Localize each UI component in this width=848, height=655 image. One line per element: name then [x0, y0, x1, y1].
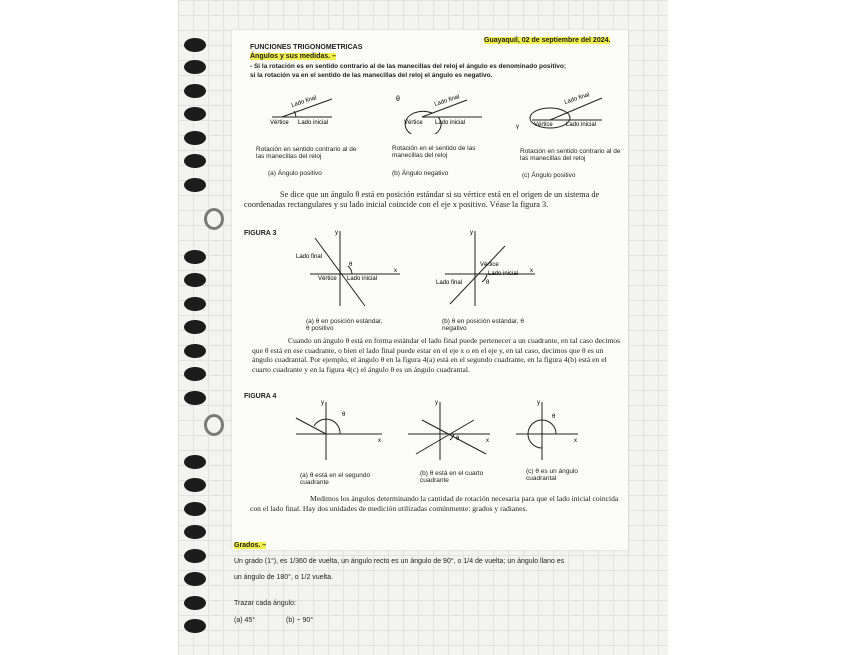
spiral-ring	[184, 154, 206, 168]
figura3-caption: (b) θ en posición estándar, θ negativo	[442, 318, 525, 332]
spiral-ring	[184, 84, 206, 98]
figura4-caption: (a) θ está en el segundo cuadrante	[300, 472, 371, 486]
figura4-caption: (b) θ está en el cuarto cuadrante	[420, 470, 484, 484]
spiral-ring	[184, 344, 206, 358]
lado-inicial-label: Lado inicial	[566, 122, 597, 128]
intro-line: si la rotación va en el sentido de las manecillas del reloj el ángulo es negativo.	[250, 72, 493, 79]
theta-label: θ	[456, 436, 460, 442]
rotation-caption: Rotación en sentido contrario al de las manecillas del reloj	[256, 146, 357, 160]
standard-position-paragraph: Se dice que un ángulo θ está en posición estándar si su vértice está en el origen de un sistema de coordenadas rectangulares y su lado inicial coincide con el eje x positivo. Véase la figura 3.	[244, 190, 600, 209]
spiral-ring	[184, 178, 206, 192]
punch-hole	[204, 414, 224, 436]
lado-inicial-label: Lado inicial	[488, 271, 519, 277]
vertice-label: Vértice	[270, 120, 289, 126]
quadrant-paragraph: Cuando un ángulo θ está en forma estándar el lado final puede pertenecer a un cuadrante, en tal caso decimos que θ está en ese cuadrante, o bien el lado final puede estar en el eje x o en el eje y, en tal caso, decimos que θ es un ángulo cuadrantal. Por ejemplo, el ángulo θ en la figura 4(a) está en el segundo cuadrante, en la figura 4(b) está en el cuarto cuadrante y en la figura 4(c) el ángulo θ es un ángulo cuadrantal.	[252, 336, 621, 374]
spiral-ring	[184, 502, 206, 516]
spiral-ring	[184, 549, 206, 563]
y-axis-label: y	[321, 400, 324, 406]
vertice-label: Vértice	[404, 120, 423, 126]
x-axis-label: x	[530, 268, 533, 274]
punch-hole	[204, 208, 224, 230]
figura3-caption: (a) θ en posición estándar, θ positivo	[306, 318, 383, 332]
x-axis-label: x	[394, 268, 397, 274]
grados-heading: Grados. –	[234, 542, 267, 549]
lado-final-label: Lado final	[563, 92, 591, 106]
y-axis-label: y	[470, 230, 473, 236]
spiral-ring	[184, 60, 206, 74]
vertice-label: Vértice	[480, 262, 499, 268]
x-axis-label: x	[486, 438, 489, 444]
figura4-label: FIGURA 4	[244, 393, 277, 400]
theta-label: θ	[486, 280, 490, 286]
vertice-label: Vértice	[534, 122, 553, 128]
lado-inicial-label: Lado inicial	[298, 120, 329, 126]
gamma-label: γ	[516, 124, 519, 130]
spiral-ring	[184, 455, 206, 469]
theta-label: θ	[342, 412, 346, 418]
y-axis-label: y	[537, 400, 540, 406]
figura3-diagrams	[290, 226, 580, 316]
theta-label: θ	[396, 96, 400, 103]
spiral-ring	[184, 273, 206, 287]
rotation-label: (a) Ángulo positivo	[268, 170, 322, 177]
lado-final-label: Lado final	[433, 94, 461, 108]
spiral-ring	[184, 131, 206, 145]
lado-final-label: Lado final	[296, 254, 323, 260]
spiral-ring	[184, 619, 206, 633]
date-line: Guayaquil, 02 de septiembre del 2024.	[484, 37, 611, 44]
trazar-heading: Trazar cada ángulo:	[234, 600, 296, 607]
vertice-label: Vértice	[318, 276, 337, 282]
spiral-ring	[184, 297, 206, 311]
section-subtitle: Ángulos y sus medidas. –	[250, 53, 336, 60]
rotation-caption: Rotación en el sentido de las manecillas del reloj	[392, 145, 476, 159]
rotation-label: (b) Ángulo negativo	[392, 170, 449, 177]
spiral-ring	[184, 391, 206, 405]
grados-line: Un grado (1°), es 1/360 de vuelta, un ángulo recto es un ángulo de 90°, o 1/4 de vuelta; un ángulo llano es	[234, 558, 565, 565]
rotation-caption: Rotación en sentido contrario al de las manecillas del reloj	[520, 148, 621, 162]
rotation-diagrams	[232, 84, 628, 134]
x-axis-label: x	[574, 438, 577, 444]
lado-final-label: Lado final	[290, 95, 318, 109]
grados-line: un ángulo de 180°, o 1/2 vuelta.	[234, 574, 333, 581]
x-axis-label: x	[378, 438, 381, 444]
figura3-label: FIGURA 3	[244, 230, 277, 237]
spiral-ring	[184, 107, 206, 121]
spiral-ring	[184, 478, 206, 492]
spiral-ring	[184, 572, 206, 586]
spiral-ring	[184, 250, 206, 264]
y-axis-label: y	[435, 400, 438, 406]
figura4-diagrams	[290, 396, 590, 466]
exercise-a: (a) 45°	[234, 617, 256, 624]
lado-inicial-label: Lado inicial	[347, 276, 378, 282]
measure-paragraph: Medimos los ángulos determinando la cantidad de rotación necesaria para que el lado inicial coincida con el lado final. Hay dos unidades de medición utilizadas comúnmente: grados y radianes.	[250, 494, 619, 513]
rotation-label: (c) Ángulo positivo	[522, 172, 576, 179]
lado-inicial-label: Lado inicial	[435, 120, 466, 126]
intro-line: - Si la rotación es en sentido contrario al de las manecillas del reloj el ángulo es denominado positivo;	[250, 63, 567, 70]
spiral-ring	[184, 367, 206, 381]
spiral-ring	[184, 596, 206, 610]
spiral-ring	[184, 320, 206, 334]
exercise-b: (b) − 90°	[286, 617, 314, 624]
lado-final-label: Lado final	[436, 280, 463, 286]
page-title: FUNCIONES TRIGONOMETRICAS	[250, 44, 363, 51]
spiral-ring	[184, 525, 206, 539]
spiral-ring	[184, 38, 206, 52]
y-axis-label: y	[335, 230, 338, 236]
theta-label: θ	[349, 262, 353, 268]
theta-label: θ	[552, 414, 556, 420]
figura4-caption: (c) θ es un ángulo cuadrantal	[526, 468, 579, 482]
